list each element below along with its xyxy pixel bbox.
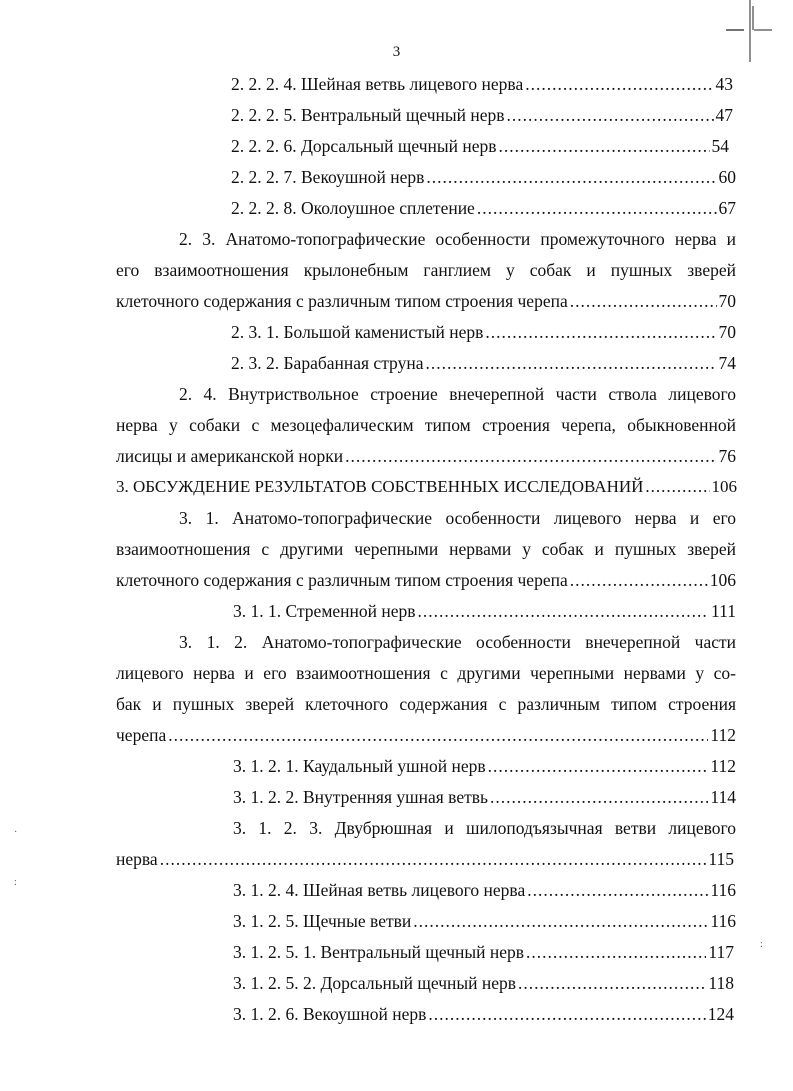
leader-dots — [527, 880, 708, 900]
toc-entry-page: 116 — [710, 880, 736, 900]
toc-entry-page: 67 — [718, 198, 736, 218]
toc-entry-title: 3. 1. 2. 1. Каудальный ушной нерв — [233, 756, 486, 776]
toc-entry — [116, 570, 736, 590]
scan-artifact: : — [14, 877, 17, 888]
toc-entry — [116, 725, 736, 745]
toc-entry — [231, 353, 736, 373]
toc-entry-page: 76 — [718, 446, 736, 466]
toc-entry — [233, 942, 734, 962]
toc-entry-page: 112 — [710, 756, 736, 776]
toc-entry — [231, 105, 733, 125]
toc-entry-page: 112 — [710, 725, 736, 745]
toc-entry-title: 2. 2. 2. 5. Вентральный щечный нерв — [231, 105, 505, 125]
toc-entry-page: 54 — [711, 136, 729, 156]
leader-dots — [507, 105, 714, 125]
toc-entry — [233, 973, 734, 993]
toc-entry-title: 2. 2. 2. 4. Шейная ветвь лицевого нерва — [231, 74, 524, 94]
leader-dots — [499, 136, 710, 156]
toc-entry-page: 74 — [718, 353, 736, 373]
toc-entry-title: 2. 3. 1. Большой каменистый нерв — [231, 322, 484, 342]
toc-entry-title: 2. 2. 2. 8. Околоушное сплетение — [231, 198, 475, 218]
leader-dots — [418, 601, 710, 621]
scan-artifact: · — [14, 827, 18, 838]
leader-dots — [570, 570, 708, 590]
toc-entry-page: 124 — [707, 1004, 734, 1024]
toc-entry-page: 106 — [709, 570, 736, 590]
toc-entry-line: его взаимоотношения крылонебным ганглием у собак и пушных зверей — [116, 260, 736, 280]
toc-entry — [116, 291, 736, 311]
leader-dots — [428, 1004, 705, 1024]
toc-entry-line: 3. 1. 2. 3. Двубрюшная и шилоподъязычная ветви лицевого — [233, 818, 736, 838]
toc-entry-line: 2. 4. Внутриствольное строение внечерепной части ствола лицевого — [179, 384, 736, 404]
leader-dots — [477, 198, 717, 218]
leader-dots — [426, 167, 716, 187]
toc-entry — [233, 601, 736, 621]
toc-entry — [233, 756, 736, 776]
toc-entry-title: клеточного содержания с различным типом строения черепа — [116, 291, 568, 311]
toc-entry-title: нерва — [116, 849, 158, 869]
toc-entry-title: 3. 1. 2. 5. 2. Дорсальный щечный нерв — [233, 973, 517, 993]
leader-dots — [413, 911, 708, 931]
toc-entry-page: 115 — [708, 849, 734, 869]
toc-entry-page: 106 — [711, 477, 737, 496]
leader-dots — [645, 477, 709, 497]
leader-dots — [160, 849, 707, 869]
leader-dots — [425, 353, 716, 373]
toc-entry — [116, 849, 734, 869]
leader-dots — [485, 322, 716, 342]
toc-entry — [233, 911, 736, 931]
toc-entry-title: 3. 1. 2. 5. 1. Вентральный щечный нерв — [233, 942, 525, 962]
leader-dots — [526, 942, 706, 962]
toc-entry — [231, 198, 736, 218]
toc-entry-title: клеточного содержания с различным типом строения черепа — [116, 570, 568, 590]
leader-dots — [518, 973, 706, 993]
toc-entry-line: 3. 1. Анатомо-топографические особенности лицевого нерва и его — [179, 508, 736, 528]
toc-entry-title: 2. 2. 2. 7. Векоушной нерв — [231, 167, 425, 187]
leader-dots — [488, 756, 709, 776]
leader-dots — [490, 787, 708, 807]
toc-entry-line: бак и пушных зверей клеточного содержания с различным типом строения — [116, 694, 736, 714]
toc-entry — [233, 1004, 734, 1024]
toc-entry — [233, 787, 736, 807]
toc-entry-page: 70 — [718, 322, 736, 342]
toc-entry-title: 3. ОБСУЖДЕНИЕ РЕЗУЛЬТАТОВ СОБСТВЕННЫХ ИССЛЕДОВАНИЙ — [116, 477, 644, 496]
toc-entry-title: 2. 3. 2. Барабанная струна — [231, 353, 424, 373]
toc-entry-line: нерва у собаки с мезоцефалическим типом строения черепа, обыкновенной — [116, 415, 736, 435]
toc-entry-title: 3. 1. 2. 2. Внутренняя ушная ветвь — [233, 787, 488, 807]
toc-entry-line: 3. 1. 2. Анатомо-топографические особенности внечерепной части — [179, 632, 736, 652]
leader-dots — [525, 74, 713, 94]
toc-entry-page: 60 — [718, 167, 736, 187]
toc-entry-page: 116 — [710, 911, 736, 931]
page-number: 3 — [392, 44, 401, 60]
toc-entry — [233, 880, 736, 900]
toc-entry — [116, 446, 736, 466]
toc-entry-title: 3. 1. 2. 5. Щечные ветви — [233, 911, 412, 931]
toc-entry-page: 117 — [708, 942, 734, 962]
toc-entry-line: 2. 3. Анатомо-топографические особенности промежуточного нерва и — [179, 229, 736, 249]
toc-entry — [231, 322, 736, 342]
toc-entry-title: 3. 1. 2. 4. Шейная ветвь лицевого нерва — [233, 880, 526, 900]
toc-entry-page: 47 — [715, 105, 733, 125]
toc-entry-page: 43 — [715, 74, 733, 94]
toc-entry — [231, 74, 733, 94]
toc-entry — [231, 136, 729, 156]
leader-dots — [168, 725, 708, 745]
toc-entry-line: лицевого нерва и его взаимоотношения с другими черепными нервами у со- — [116, 663, 736, 683]
toc-entry-page: 70 — [718, 291, 736, 311]
toc-chapter-entry — [116, 477, 737, 497]
toc-entry-line: взаимоотношения с другими черепными нервами у собак и пушных зверей — [116, 539, 736, 559]
toc-entry-title: черепа — [116, 725, 167, 745]
toc-entry-title: 3. 1. 2. 6. Векоушной нерв — [233, 1004, 427, 1024]
toc-entry-page: 111 — [711, 601, 736, 621]
scan-artifact: : — [760, 939, 763, 950]
toc-entry-page: 114 — [710, 787, 736, 807]
toc-entry-title: лисицы и американской норки — [116, 446, 344, 466]
toc-entry — [231, 167, 736, 187]
toc-entry-title: 2. 2. 2. 6. Дорсальный щечный нерв — [231, 136, 497, 156]
toc-entry-title: 3. 1. 1. Стременной нерв — [233, 601, 416, 621]
leader-dots — [345, 446, 716, 466]
toc-entry-page: 118 — [708, 973, 734, 993]
leader-dots — [570, 291, 717, 311]
